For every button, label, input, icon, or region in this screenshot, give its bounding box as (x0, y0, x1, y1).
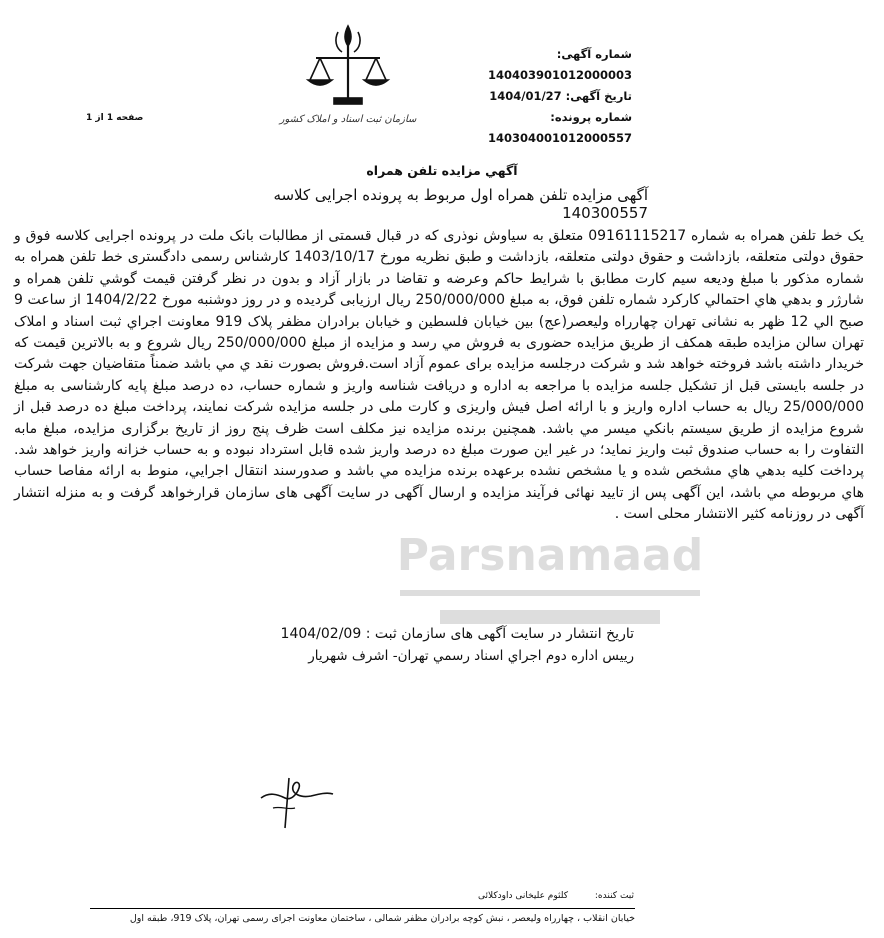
signer-title: رییس اداره دوم اجراي اسناد رسمي تهران- اشرف شهریار (308, 648, 634, 664)
office-address: خیابان انقلاب ، چهارراه ولیعصر ، نبش کوچه برادران مظفر شمالی ، ساختمان معاونت اجرای رسمی تهران، پلاک 919، طبقه اول (129, 913, 635, 924)
notice-number-row (412, 44, 632, 86)
page-indicator: صفحه 1 از 1 (86, 113, 144, 123)
publish-date: 1404/02/09 (280, 626, 362, 642)
notice-date-label: تاریخ آگهی: (565, 89, 632, 103)
notice-metadata (412, 44, 632, 149)
notice-date-row (412, 86, 632, 107)
notice-number-label: شماره آگهی: (556, 47, 632, 61)
recorder-line (274, 891, 634, 901)
organization-name: سازمان ثبت اسناد و املاک کشور (279, 114, 417, 125)
publish-date-label: تاریخ انتشار در سایت آگهی های سازمان ثبت : (365, 626, 634, 642)
case-number: 140304001012000557 (487, 131, 632, 145)
judiciary-logo (278, 18, 418, 136)
recorder-label: ثبت کننده: (594, 891, 634, 901)
notice-number: 140403901012000003 (487, 68, 632, 82)
svg-text:Parsnamaad: Parsnamaad (396, 530, 704, 581)
footer-divider (90, 908, 635, 909)
notice-body: یک خط تلفن همراه به شماره 09161115217 متعلق به سیاوش نوذری که در قبال قسمتی از مطالبات بانک ملت در پرونده اجرایی کلاسه فوق و حقوق دولتی متعلقه، بازداشت و حقوق دولتی متعلقه، بازداشت و طبق نظریه مورخ 1403/10/17 کارشناس رسمی دادگستری خط تلفن همراه به شماره مذکور با مبلغ ودیعه سیم کارت مطابق با شرایط حاکم وعرضه و تقاضا در بازار آزاد و بدون در نظر گرفتن قیمت گوشي تلفن همراه و شارژر و بدهي هاي احتمالي کارکرد شماره تلفن فوق، به مبلغ 250/000/000 ریال ارزیابی گردیده و در روز دوشنبه مورخ 1404/2/22 از ساعت 9 صبح الي 12 ظهر به نشانی تهران چهارراه ولیعصر(عج) بین خیابان فلسطین و خیابان برادران مظفر پلاک 919 معاونت اجراي ثبت اسناد و املاک تهران سالن مزایده طبقه همکف از طریق مزایده حضوری به فروش مي رسد و مزایده از مبلغ 250/000/000 ریال شروع و به بالاترین قیمت که خریدار داشته باشد فروخته خواهد شد و شرکت درجلسه مزایده برای عموم آزاد است.فروش بصورت نقد ي مي باشد ضمناً متقاضیان جهت شرکت در جلسه بایستی قبل از تشکیل جلسه مزایده با مراجعه به اداره و دریافت شناسه واریز و شماره حساب، ده درصد مبلغ پایه کارشناسی به مبلغ 25/000/000 ریال به حساب اداره واریز و با ارائه اصل فیش واریزی و کارت ملی در جلسه مزایده شرکت نمایند، پرداخت مبلغ ده درصد قبل از شروع مزایده از طریق سیستم بانکي میسر مي باشد. همچنین برنده مزایده نیز مکلف است ظرف پنج روز از تاریخ برگزاری مزایده، مبلغ مابه التفاوت را به حساب صندوق ثبت واریز نماید؛ در غیر این صورت مبلغ ده درصد واریز شده قابل استرداد نبوده و به حساب خزانه واریز خواهد شد. پرداخت کلیه بدهي هاي مشخص شده و یا مشخص نشده برعهده برنده مزایده مي باشد و صدورسند انتقال اجرایي، منوط به ارائه مفاصا حساب هاي مربوطه مي باشد، این آگهی پس از تایید نهائی فرآیند مزایده و ارسال آگهی در سایت آگهی های سازمان قرارخواهد گرفت و به منزله انتشار آگهی در روزنامه کثیر الانتشار محلی است . (14, 228, 864, 523)
recorder-name: کلثوم علیخانی داودکلائی (477, 891, 569, 901)
case-number-label: شماره پرونده: (550, 110, 632, 124)
publish-date-line (234, 626, 634, 642)
watermark-logo-icon (380, 520, 720, 640)
notice-date: 1404/01/27 (489, 89, 562, 103)
signature-icon (255, 768, 335, 833)
case-number-row (412, 107, 632, 149)
document-subtitle: آگهی مزایده تلفن همراه اول مربوط به پرونده اجرایی کلاسه 140300557 (273, 186, 648, 222)
scales-emblem-icon (278, 18, 418, 114)
document-title: آگهي مزایده تلفن همراه (366, 163, 518, 178)
